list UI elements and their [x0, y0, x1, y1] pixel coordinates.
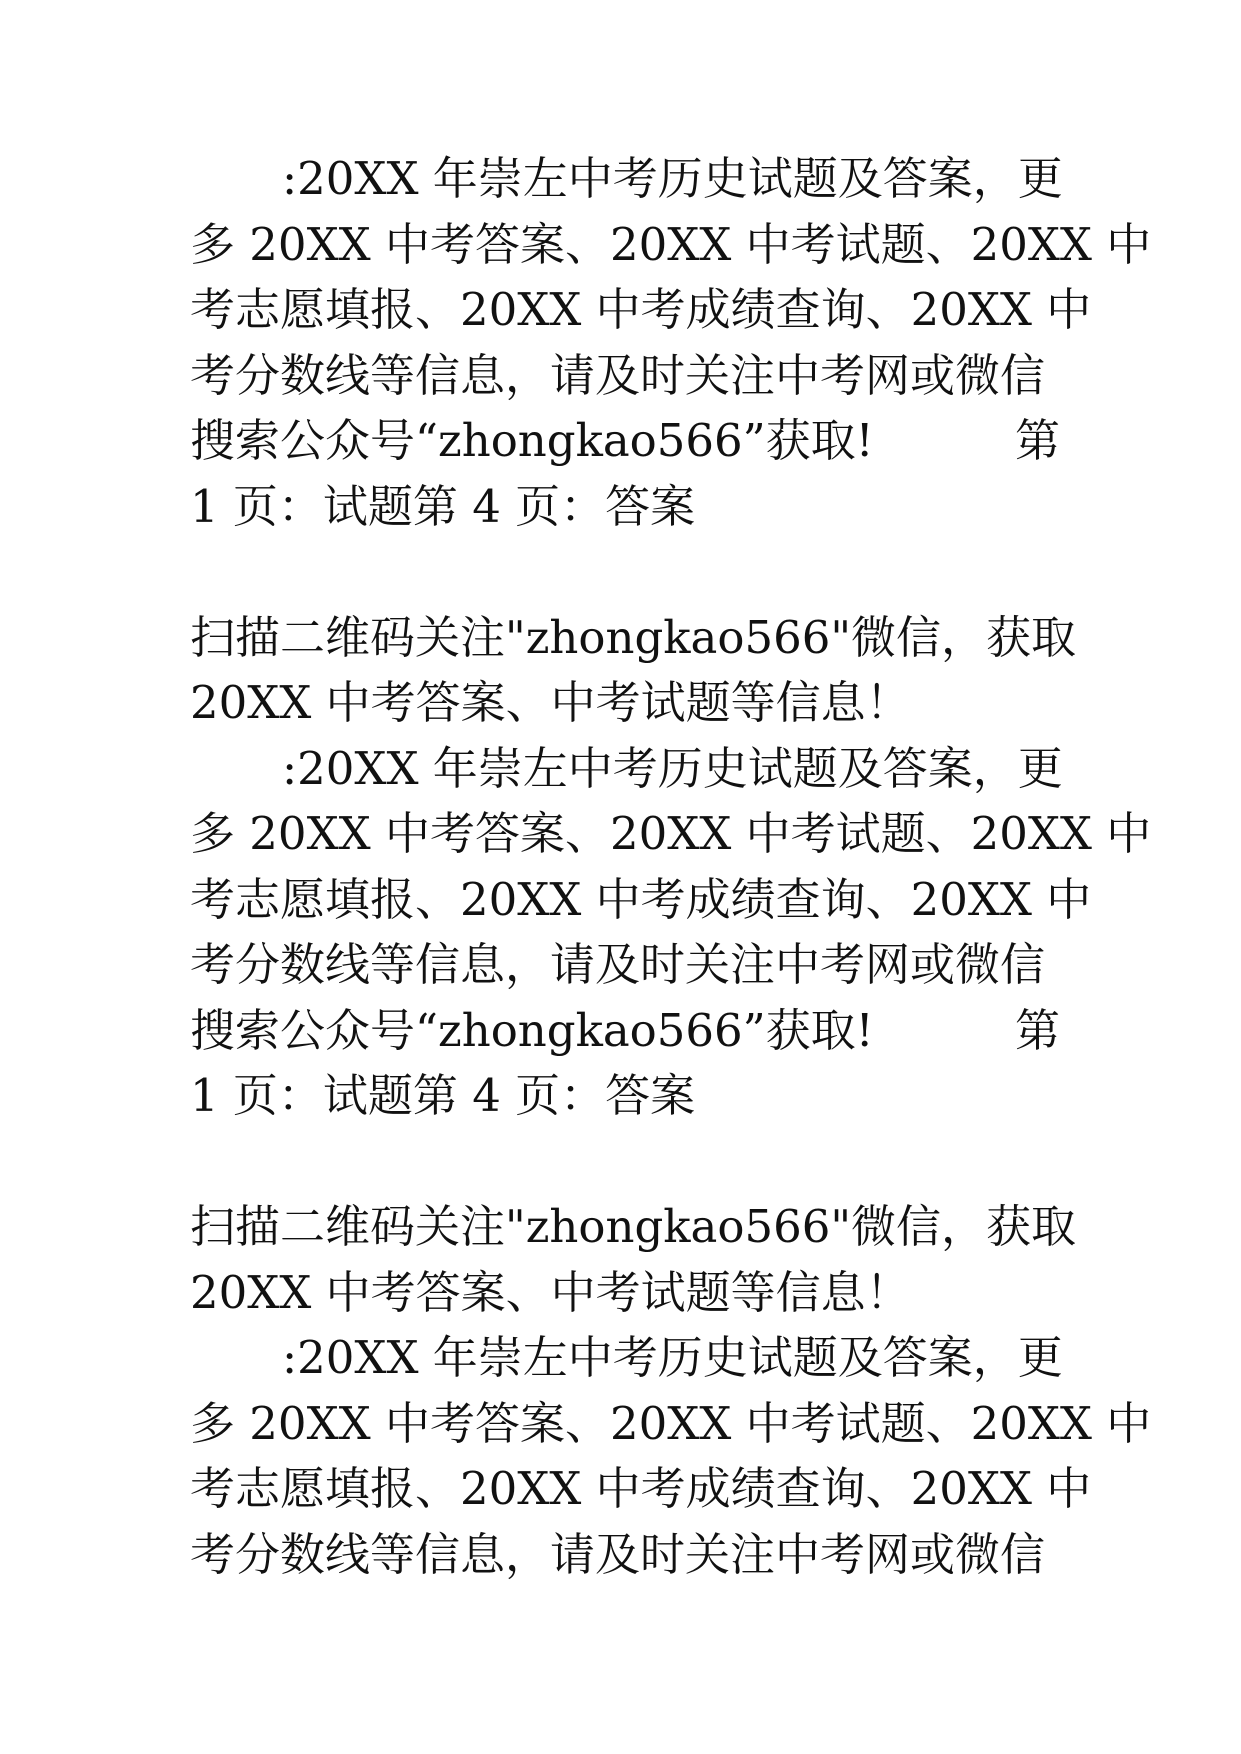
intro-paragraph: [190, 146, 1152, 539]
text-line: :20XX 年崇左中考历史试题及答案，更: [282, 152, 1063, 205]
qr-paragraph: [190, 605, 1077, 736]
text-line: 扫描二维码关注"zhongkao566"微信，获取: [190, 1200, 1077, 1253]
text-line: 考分数线等信息，请及时关注中考网或微信: [190, 348, 1046, 402]
paragraph-gap: [190, 539, 1060, 605]
text-line: :20XX 年崇左中考历史试题及答案，更: [282, 741, 1063, 795]
text-line: [190, 998, 1060, 1064]
intro-paragraph: [190, 736, 1152, 1129]
text-line: 20XX 中考答案、中考试题等信息！: [190, 1265, 911, 1319]
text-line: 多 20XX 中考答案、20XX 中考试题、20XX 中: [190, 1396, 1152, 1450]
text-line: 考志愿填报、20XX 中考成绩查询、20XX 中: [190, 283, 1092, 336]
page-info-line: 1 页：试题第 4 页：答案: [190, 479, 696, 533]
text-line: 考分数线等信息，请及时关注中考网或微信: [190, 938, 1046, 991]
text-line: 考分数线等信息，请及时关注中考网或微信: [190, 1527, 1046, 1581]
paragraph-gap: [190, 1129, 1060, 1195]
qr-paragraph: [190, 1194, 1077, 1325]
page-prefix-text: 第: [1014, 414, 1060, 467]
text-line: 考志愿填报、20XX 中考成绩查询、20XX 中: [190, 872, 1092, 926]
text-line: :20XX 年崇左中考历史试题及答案，更: [282, 1331, 1063, 1384]
wechat-search-text: 搜索公众号“zhongkao566”获取!: [190, 414, 874, 467]
wechat-search-text: 搜索公众号“zhongkao566”获取!: [190, 1003, 874, 1057]
text-line: 扫描二维码关注"zhongkao566"微信，获取: [190, 610, 1077, 664]
text-line: 多 20XX 中考答案、20XX 中考试题、20XX 中: [190, 807, 1152, 860]
text-line: 20XX 中考答案、中考试题等信息！: [190, 676, 911, 729]
page-prefix-text: 第: [1014, 1003, 1060, 1057]
text-line: 考志愿填报、20XX 中考成绩查询、20XX 中: [190, 1462, 1092, 1515]
text-line: 多 20XX 中考答案、20XX 中考试题、20XX 中: [190, 217, 1152, 271]
document-body: [190, 146, 1152, 1587]
page-info-line: 1 页：试题第 4 页：答案: [190, 1069, 696, 1122]
intro-paragraph: [190, 1325, 1152, 1587]
text-line: [190, 408, 1060, 474]
